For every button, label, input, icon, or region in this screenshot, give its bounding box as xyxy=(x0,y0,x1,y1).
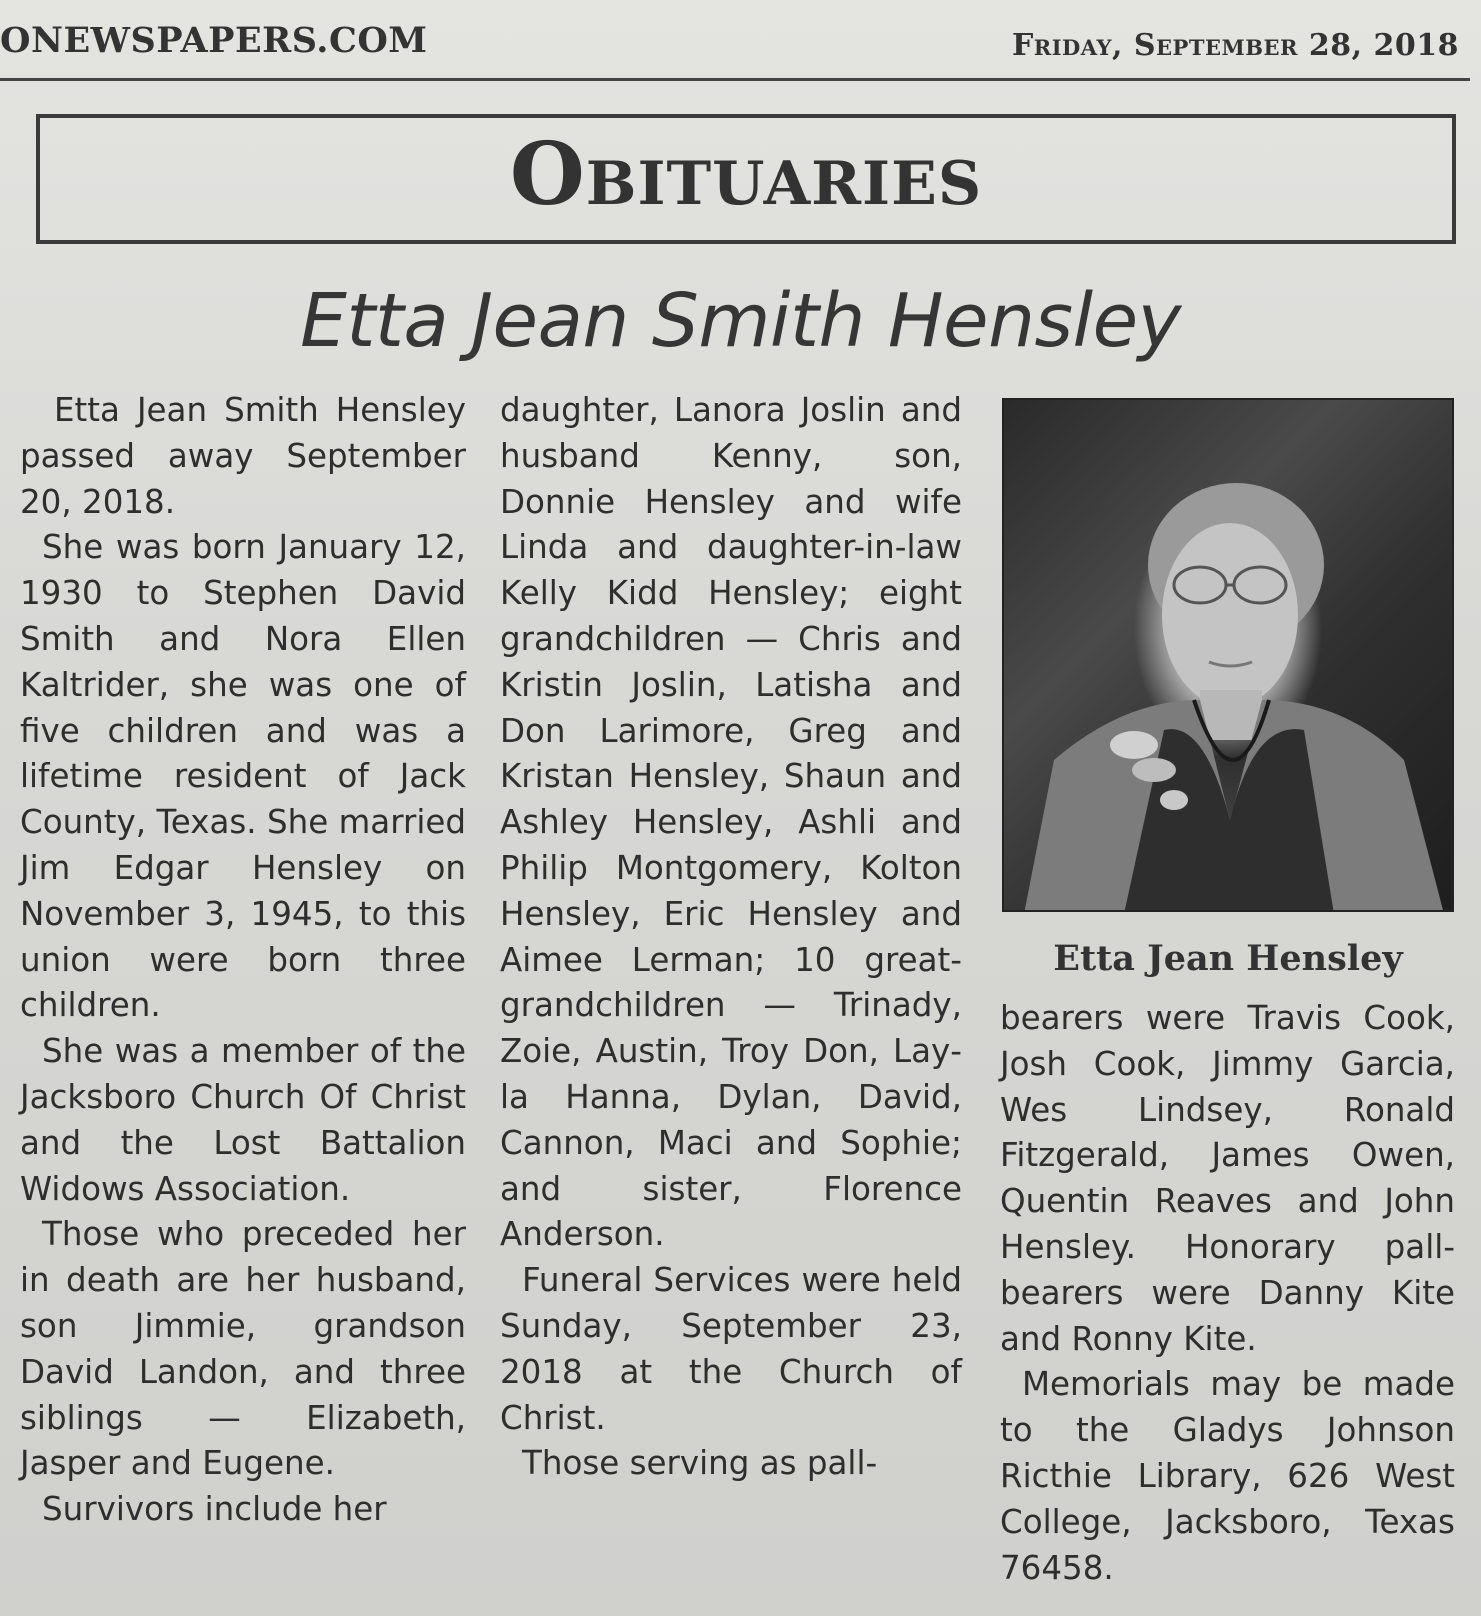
obituary-headline: Etta Jean Smith Hensley xyxy=(300,278,1181,364)
article-column-2 xyxy=(500,388,962,1487)
paragraph: Those who preceded her in death are her husband, son Jimmie, grandson David Landon, and three siblings — Elizabeth, Jasper and Eugene. xyxy=(20,1215,466,1483)
portrait-photo xyxy=(1002,398,1454,912)
article-column-1 xyxy=(20,388,466,1533)
paragraph: She was a member of the Jacksboro Church Of Christ and the Lost Battalion Widows Association. xyxy=(20,1032,466,1208)
paragraph: Etta Jean Smith Hensley passed away September 20, 2018. xyxy=(20,391,466,521)
paragraph: She was born January 12, 1930 to Stephen David Smith and Nora Ellen Kaltrider, she was one of five children and was a lifetime resident of Jack County, Texas. She married Jim Edgar Hensley on November 3, 1945, to this union were born three children. xyxy=(20,528,466,1025)
paragraph: daughter, Lanora Joslin and husband Kenny, son, Donnie Hensley and wife Linda and daughter-in-law Kelly Kidd Hensley; eight grandchildren — Chris and Kristin Joslin, Latisha and Don Larimore, Greg and Kristan Hensley, Shaun and Ashley Hensley, Ashli and Philip Montgomery, Kolton Hensley, Eric Hensley and Aimee Lerman; 10 great-grandchildren — Trinady, Zoie, Austin, Troy Don, Layla Hanna, Dylan, David, Cannon, Maci and Sophie; and sister, Florence Anderson. xyxy=(500,391,962,1254)
portrait-photo-icon xyxy=(1004,400,1454,912)
article-column-3 xyxy=(1000,996,1455,1591)
paragraph: Memorials may be made to the Gladys Johnson Ricthie Library, 626 West College, Jacksboro, Texas 76458. xyxy=(1000,1365,1455,1587)
paper-name: ONEWSPAPERS.COM xyxy=(0,20,428,61)
paragraph: bearers were Travis Cook, Josh Cook, Jimmy Garcia, Wes Lindsey, Ronald Fitzgerald, James Owen, Quentin Reaves and John Hensley. Honorary pallbearers were Danny Kite and Ronny Kite. xyxy=(1000,999,1455,1358)
issue-date: Friday, September 28, 2018 xyxy=(1011,28,1459,63)
masthead-rule xyxy=(0,78,1470,81)
section-title: Obituaries xyxy=(509,124,983,225)
photo-caption: Etta Jean Hensley xyxy=(1053,938,1403,979)
paragraph: Those serving as pall- xyxy=(522,1444,878,1483)
paragraph: Survivors include her xyxy=(42,1490,387,1529)
paragraph: Funeral Services were held Sunday, September 23, 2018 at the Church of Christ. xyxy=(500,1261,962,1437)
masthead xyxy=(0,14,1481,74)
section-header-box xyxy=(36,114,1456,244)
